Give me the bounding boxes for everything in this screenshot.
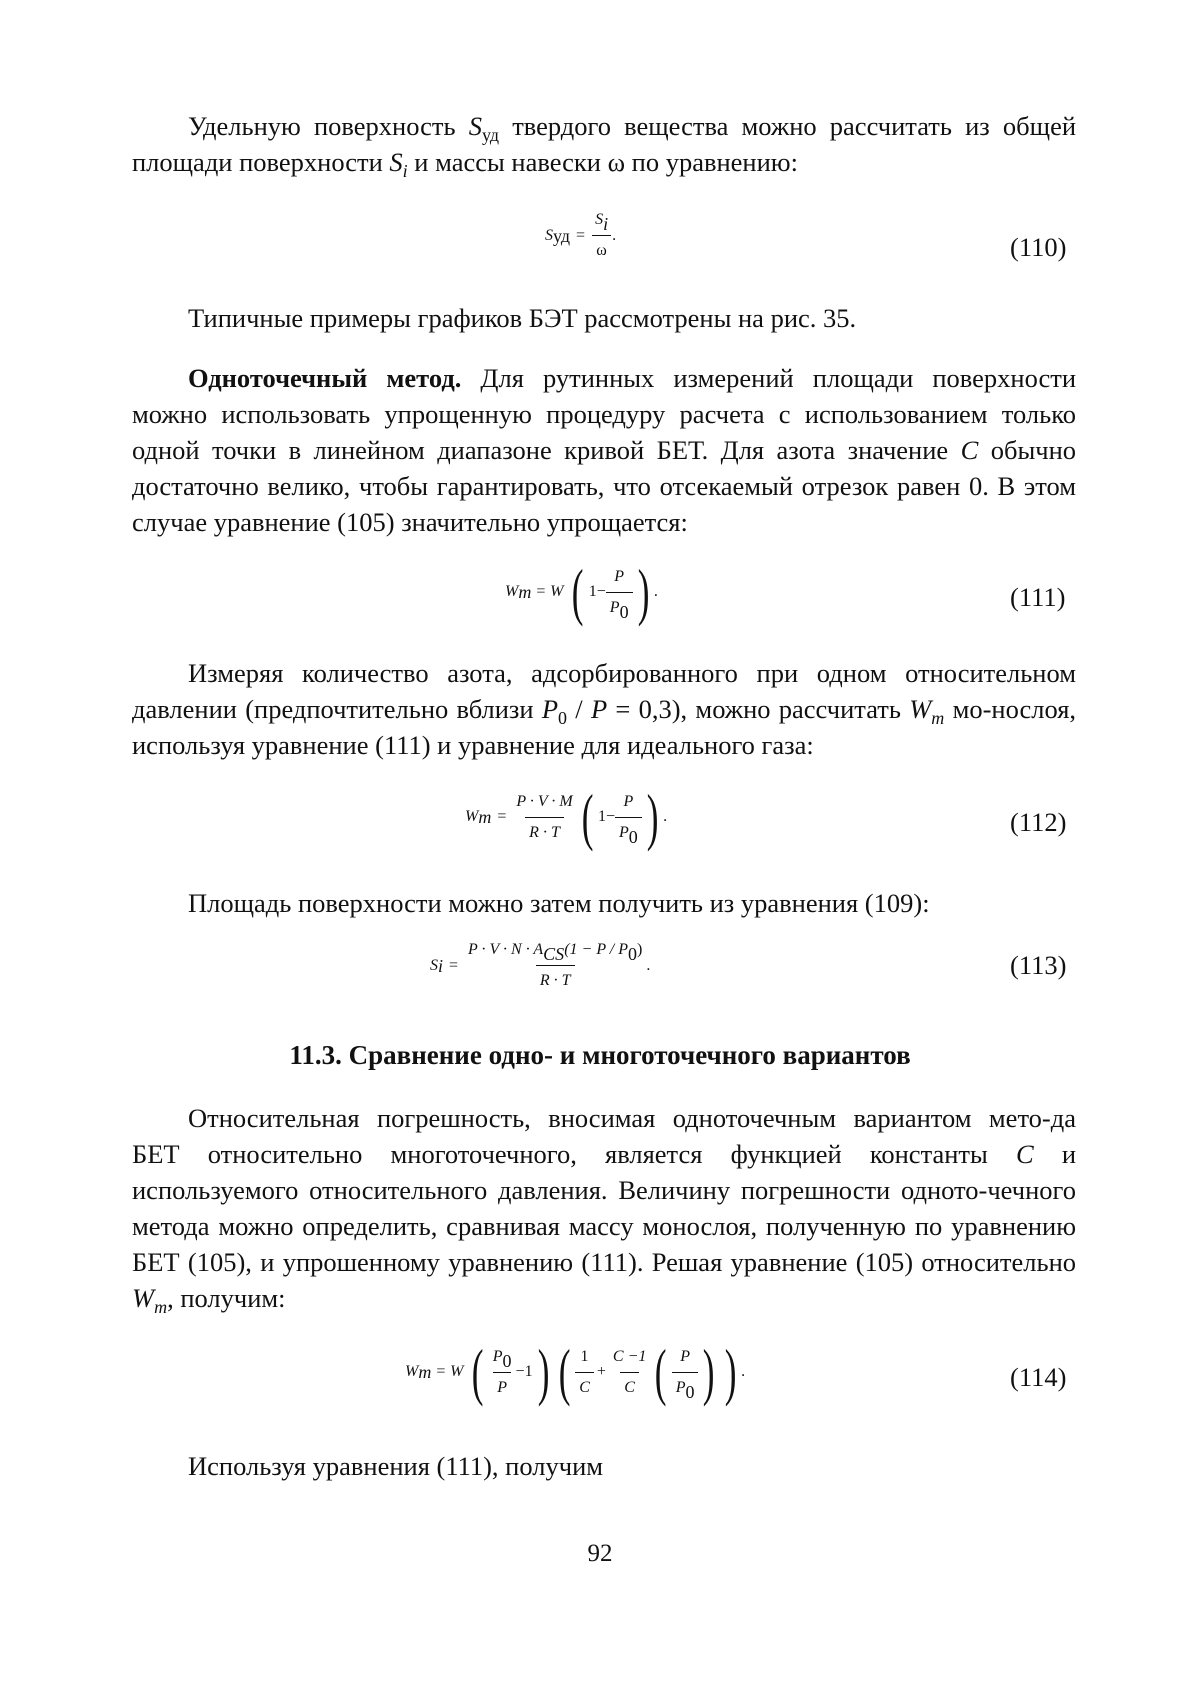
subscript-0: 0 bbox=[619, 601, 629, 622]
text: = 0,3), можно рассчитать bbox=[615, 694, 901, 724]
numerator: 1 bbox=[580, 1347, 589, 1365]
left-paren: ( bbox=[572, 556, 584, 627]
paragraph-specific-surface bbox=[132, 108, 1076, 180]
symbol-S: S bbox=[545, 226, 553, 244]
fraction bbox=[606, 562, 633, 623]
symbol-C: C bbox=[1015, 1139, 1034, 1169]
left-paren: ( bbox=[558, 1336, 571, 1407]
section-heading: 11.3. Сравнение одно- и многоточечного вариантов bbox=[289, 1040, 911, 1070]
fraction bbox=[489, 1342, 516, 1403]
subscript-m: m bbox=[154, 1297, 168, 1317]
denominator: P bbox=[493, 1372, 511, 1403]
symbol-P: P bbox=[590, 694, 608, 724]
equation-112: W m = $\frac{P \cdot V \cdot M}{R \cdot T}$ ( 1− $\frac{P}{P_0}$ ) . bbox=[465, 781, 668, 852]
right-paren: ) bbox=[646, 781, 659, 852]
bold-lead-in: Одноточечный метод. bbox=[188, 363, 462, 393]
left-paren: ( bbox=[472, 1336, 484, 1407]
period: . bbox=[646, 956, 651, 974]
paragraph-typical-examples: Типичные примеры графиков БЭТ рассмотрены на рис. 35. bbox=[188, 303, 857, 333]
text: и используемого относительного давления. Величину погрешности одното-чечного метода можно определить, сравнивая массу монослоя, полученную по уравнению БЕТ (105), и упрошенному уравнению (111). Решая уравнение (105) относительно bbox=[132, 1139, 1076, 1277]
equals-sign: = bbox=[449, 956, 459, 974]
paragraph-using-equations: Используя уравнения (111), получим bbox=[188, 1451, 604, 1481]
symbol-P: P bbox=[609, 598, 620, 616]
subscript-i: i bbox=[402, 161, 408, 181]
symbol-S: S bbox=[430, 956, 438, 974]
left-paren: ( bbox=[655, 1336, 667, 1407]
text: мо-нослоя, используя уравнение (111) и уравнение для идеального газа: bbox=[132, 694, 1077, 760]
equals-sign: = bbox=[576, 226, 586, 244]
equation-110: S уд = $\frac{S_i}{\omega}$ . bbox=[545, 205, 616, 266]
text: Относительная погрешность, вносимая одноточечным вариантом мето-да БЕТ относительно многоточечного, является функцией константы bbox=[132, 1103, 1076, 1169]
equation-113: S i = $\frac{P \cdot V \cdot N \cdot A_{CS}(1 - P / P_0)}{R \cdot T}$ . bbox=[430, 935, 650, 996]
period: . bbox=[741, 1363, 746, 1380]
period: . bbox=[663, 808, 668, 825]
equals-W: = W bbox=[435, 1363, 464, 1380]
right-paren: ) bbox=[637, 556, 650, 627]
page-number: 92 bbox=[587, 1540, 613, 1567]
subscript-m: m bbox=[931, 708, 945, 728]
right-paren: ) bbox=[703, 1336, 715, 1407]
slash: / bbox=[575, 694, 583, 724]
numerator-part: ) bbox=[637, 941, 643, 958]
denominator: C bbox=[575, 1372, 594, 1403]
numerator-part: P · V · N · A bbox=[468, 941, 544, 958]
subscript-0: 0 bbox=[628, 826, 638, 847]
text: твердого вещества можно рассчитать из общей площади поверхности bbox=[132, 111, 1077, 177]
right-paren: ) bbox=[724, 1336, 737, 1407]
numerator: P bbox=[623, 792, 634, 810]
equation-number: (113) bbox=[1010, 950, 1067, 980]
subscript-0: 0 bbox=[502, 1350, 512, 1371]
denominator: R · T bbox=[525, 817, 564, 848]
symbol-W: W bbox=[909, 694, 932, 724]
numerator-part: (1 − P / P bbox=[564, 941, 629, 958]
symbol-C: C bbox=[960, 435, 979, 465]
numerator: P · V · M bbox=[516, 792, 573, 810]
one-minus: 1− bbox=[597, 808, 615, 825]
text: Для рутинных измерений площади поверхности можно использовать упрощенную процедуру расчета с использованием только одной точки в линейном диапазоне кривой БЕТ. Для азота значение bbox=[132, 363, 1076, 465]
numerator: P bbox=[614, 567, 625, 585]
symbol-P: P bbox=[541, 694, 559, 724]
symbol-W: W bbox=[465, 808, 479, 825]
denominator: C bbox=[620, 1372, 639, 1403]
minus-one: −1 bbox=[515, 1363, 533, 1380]
symbol-P: P bbox=[675, 1378, 686, 1396]
equals-W: = W bbox=[535, 583, 564, 600]
equation-number: (110) bbox=[1010, 232, 1067, 262]
subscript-0: 0 bbox=[628, 944, 638, 964]
text: , получим: bbox=[167, 1283, 286, 1313]
period: . bbox=[612, 226, 617, 244]
one-minus: 1− bbox=[588, 583, 606, 600]
symbol-S: S bbox=[595, 211, 604, 228]
equals-sign: = bbox=[497, 808, 507, 825]
numerator bbox=[591, 205, 612, 235]
equation-number: (111) bbox=[1010, 582, 1066, 612]
fraction bbox=[609, 1342, 650, 1403]
paragraph-measuring-nitrogen bbox=[132, 655, 1076, 763]
denominator: ω bbox=[592, 235, 611, 266]
denominator bbox=[606, 592, 633, 623]
numerator: P bbox=[680, 1347, 690, 1365]
text: Удельную поверхность bbox=[188, 111, 456, 141]
text: обычно достаточно велико, чтобы гарантировать, что отсекаемый отрезок равен 0. В этом случае уравнение (105) значительно упрощается: bbox=[132, 435, 1077, 537]
fraction bbox=[575, 1342, 594, 1403]
denominator bbox=[615, 817, 642, 848]
numerator bbox=[489, 1342, 516, 1372]
paragraph-surface-area: Площадь поверхности можно затем получить из уравнения (109): bbox=[188, 888, 930, 918]
fraction bbox=[615, 787, 642, 848]
denominator bbox=[672, 1372, 699, 1403]
equation-number: (114) bbox=[1010, 1362, 1067, 1392]
symbol-P: P bbox=[619, 823, 629, 841]
paragraph-relative-error bbox=[132, 1100, 1076, 1316]
equation-number: (112) bbox=[1010, 807, 1067, 837]
symbol-W: W bbox=[505, 583, 519, 600]
subscript-ud: уд bbox=[482, 125, 500, 145]
text: и массы навески ω по уравнению: bbox=[414, 147, 798, 177]
subscript-i: i bbox=[603, 214, 609, 234]
numerator bbox=[464, 935, 646, 965]
denominator: R · T bbox=[536, 965, 575, 996]
right-paren: ) bbox=[537, 1336, 550, 1407]
text: Измеряя количество азота, адсорбированного при одном относительном давлении (предпочтительно вблизи bbox=[132, 658, 1076, 724]
subscript-cs: CS bbox=[543, 944, 565, 964]
fraction bbox=[512, 787, 576, 848]
symbol-S: S bbox=[468, 111, 482, 141]
period: . bbox=[653, 583, 658, 600]
numerator: C −1 bbox=[612, 1347, 647, 1365]
left-paren: ( bbox=[581, 781, 594, 852]
symbol-W: W bbox=[132, 1283, 155, 1313]
subscript-0: 0 bbox=[558, 708, 568, 728]
symbol-S: S bbox=[389, 147, 403, 177]
subscript-0: 0 bbox=[685, 1381, 695, 1402]
fraction bbox=[591, 205, 612, 266]
fraction bbox=[672, 1342, 699, 1403]
paragraph-single-point-method bbox=[132, 360, 1076, 540]
symbol-P: P bbox=[492, 1347, 503, 1365]
symbol-W: W bbox=[405, 1363, 419, 1380]
equation-111: W m = W ( 1− $\frac{P}{P_0}$ ) . bbox=[505, 556, 658, 627]
fraction bbox=[464, 935, 646, 996]
equation-114: W m = W ( $\frac{P_0}{P}$ −1 ) ( $\frac{1}{C}$ + $\frac{C -1}{C}$ ( $\frac{P}{P_0}$ ) ) . bbox=[405, 1336, 746, 1407]
plus-sign: + bbox=[596, 1363, 606, 1380]
